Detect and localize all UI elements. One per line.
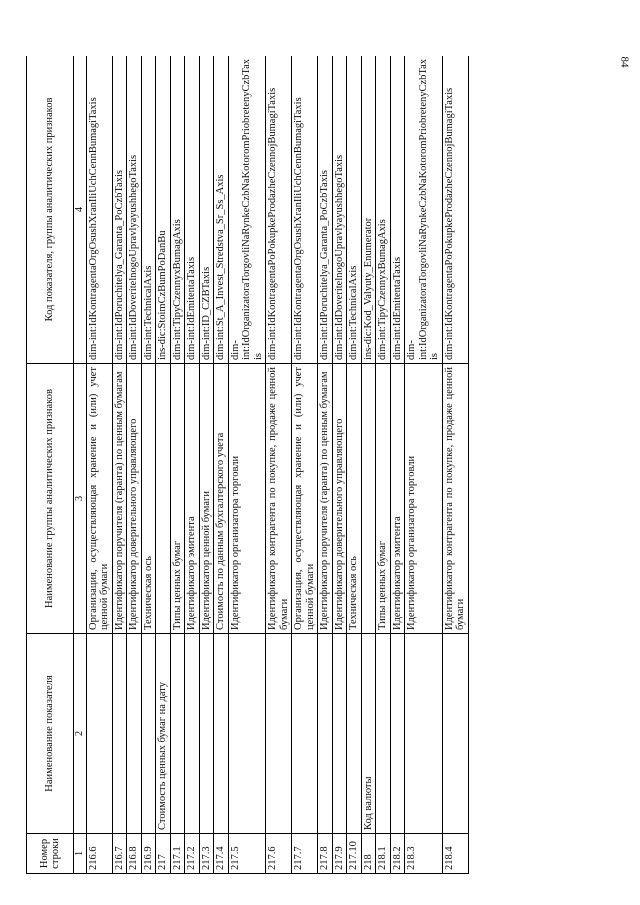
- indicator-name-cell: [390, 634, 405, 834]
- indicator-code-cell: ins-dic:Kod_Valyuty_Enumerator: [361, 56, 376, 364]
- indicator-code-cell: dim-int:IdEmitentaTaxis: [185, 56, 200, 364]
- row-number-cell: 217.4: [214, 834, 229, 874]
- indicator-name-cell: [405, 634, 443, 834]
- group-name-cell: Идентификатор поручителя (гаранта) по ценным бумагам: [318, 364, 333, 634]
- row-number-cell: 218.3: [405, 834, 443, 874]
- indicator-name-cell: [442, 634, 468, 834]
- group-name-cell: Стоимость по данным бухгалтерского учета: [214, 364, 229, 634]
- indicator-code-cell: dim-int:IdOrganizatoraTorgovliNaRynkeCzbNaKotoromPriobretenyCzbTaxis: [228, 56, 266, 364]
- row-number-cell: 217.9: [332, 834, 347, 874]
- indicator-code-cell: dim-int:IdEmitentaTaxis: [390, 56, 405, 364]
- table-row: [214, 56, 229, 874]
- group-name-cell: Идентификатор доверительного управляющего: [127, 364, 142, 634]
- group-name-cell: Идентификатор организатора торговли: [228, 364, 266, 634]
- indicator-name-cell: [141, 634, 156, 834]
- row-number-cell: 218.2: [390, 834, 405, 874]
- table-row: [442, 56, 468, 874]
- indicator-code-cell: dim-int:IdPoruchitelya_Garanta_PoCzbTaxis: [318, 56, 333, 364]
- group-name-cell: Идентификатор контрагента по покупке, продаже ценной бумаги: [266, 364, 292, 634]
- indicator-code-cell: dim-int:IdDoveritelnogoUpravlyayushhegoTaxis: [127, 56, 142, 364]
- table-row: [361, 56, 376, 874]
- header-indicator-code: Код показателя, группы аналитических признаков: [27, 56, 74, 364]
- table-header-row: [27, 56, 74, 874]
- group-name-cell: Идентификатор организатора торговли: [405, 364, 443, 634]
- indicator-code-cell: dim-int:IdKontragentaPoPokupkeProdazheCzennojBumagiTaxis: [266, 56, 292, 364]
- header-indicator-name: Наименование показателя: [27, 634, 74, 834]
- row-number-cell: 216.6: [86, 834, 112, 874]
- indicator-code-cell: dim-int:IdOrganizatoraTorgovliNaRynkeCzbNaKotoromPriobretenyCzbTaxis: [405, 56, 443, 364]
- table-row: [228, 56, 266, 874]
- indicator-name-cell: [332, 634, 347, 834]
- table-row: [86, 56, 112, 874]
- indicator-name-cell: [214, 634, 229, 834]
- indicator-name-cell: [185, 634, 200, 834]
- header-group-name: Наименование группы аналитических признаков: [27, 364, 74, 634]
- row-number-cell: 216.9: [141, 834, 156, 874]
- table-row: [292, 56, 318, 874]
- row-number-cell: 218.1: [376, 834, 391, 874]
- indicator-name-cell: [292, 634, 318, 834]
- indicator-code-cell: dim-int:St_A_Invest_Stredstva_Sr_Ss_Axis: [214, 56, 229, 364]
- group-name-cell: Организация, осуществляющая хранение и (или) учет ценной бумаги: [292, 364, 318, 634]
- table-row: [318, 56, 333, 874]
- table-row: [127, 56, 142, 874]
- row-number-cell: 218: [361, 834, 376, 874]
- indicator-code-cell: dim-int:IdKontragentaOrgOsushXranIliUchCennBumagiTaxis: [292, 56, 318, 364]
- row-number-cell: 217.6: [266, 834, 292, 874]
- page-number: 84: [618, 56, 631, 68]
- row-number-cell: 217.2: [185, 834, 200, 874]
- table-row: [141, 56, 156, 874]
- column-number: 3: [74, 364, 87, 634]
- indicator-code-cell: dim-int:ID_CZBTaxis: [199, 56, 214, 364]
- indicator-name-cell: [86, 634, 112, 834]
- row-number-cell: 217.5: [228, 834, 266, 874]
- group-name-cell: [361, 364, 376, 634]
- indicator-name-cell: [170, 634, 185, 834]
- group-name-cell: Техническая ось: [347, 364, 362, 634]
- row-number-cell: 217: [156, 834, 171, 874]
- table-row: [405, 56, 443, 874]
- group-name-cell: Техническая ось: [141, 364, 156, 634]
- row-number-cell: 216.7: [112, 834, 127, 874]
- indicator-code-cell: dim-int:IdKontragentaPoPokupkeProdazheCzennojBumagiTaxis: [442, 56, 468, 364]
- group-name-cell: Типы ценных бумаг: [376, 364, 391, 634]
- table-row: [199, 56, 214, 874]
- table-row: [347, 56, 362, 874]
- row-number-cell: 218.4: [442, 834, 468, 874]
- column-number: 1: [74, 834, 87, 874]
- header-row-number: Номер строки: [27, 834, 74, 874]
- indicator-name-cell: [199, 634, 214, 834]
- group-name-cell: Идентификатор эмитента: [185, 364, 200, 634]
- row-number-cell: 217.3: [199, 834, 214, 874]
- group-name-cell: Идентификатор ценной бумаги: [199, 364, 214, 634]
- group-name-cell: Организация, осуществляющая хранение и (или) учет ценной бумаги: [86, 364, 112, 634]
- indicator-name-cell: [347, 634, 362, 834]
- column-number: 2: [74, 634, 87, 834]
- indicator-name-cell: [112, 634, 127, 834]
- group-name-cell: Идентификатор доверительного управляющего: [332, 364, 347, 634]
- group-name-cell: Идентификатор эмитента: [390, 364, 405, 634]
- table-row: [112, 56, 127, 874]
- row-number-cell: 217.1: [170, 834, 185, 874]
- indicator-name-cell: [228, 634, 266, 834]
- indicator-code-cell: dim-int:IdPoruchitelya_Garanta_PoCzbTaxis: [112, 56, 127, 364]
- indicator-code-cell: dim-int:IdDoveritelnogoUpravlyayushhegoTaxis: [332, 56, 347, 364]
- indicator-name-cell: Стоимость ценных бумаг на дату: [156, 634, 171, 834]
- indicator-code-cell: dim-int:TechnicalAxis: [141, 56, 156, 364]
- table-row: [170, 56, 185, 874]
- row-number-cell: 216.8: [127, 834, 142, 874]
- table-row: [266, 56, 292, 874]
- table-row: [156, 56, 171, 874]
- indicator-code-cell: dim-int:TipyCzennyxBumagAxis: [170, 56, 185, 364]
- indicator-table: [26, 56, 469, 874]
- table-row: [185, 56, 200, 874]
- indicator-code-cell: ins-dic:StoimCzBumPoDanBu: [156, 56, 171, 364]
- indicator-name-cell: [266, 634, 292, 834]
- group-name-cell: [156, 364, 171, 634]
- group-name-cell: Идентификатор контрагента по покупке, продаже ценной бумаги: [442, 364, 468, 634]
- row-number-cell: 217.7: [292, 834, 318, 874]
- indicator-code-cell: dim-int:IdKontragentaOrgOsushXranIliUchCennBumagiTaxis: [86, 56, 112, 364]
- indicator-name-cell: [127, 634, 142, 834]
- row-number-cell: 217.8: [318, 834, 333, 874]
- table-row: [332, 56, 347, 874]
- row-number-cell: 217.10: [347, 834, 362, 874]
- indicator-name-cell: [376, 634, 391, 834]
- page: [26, 56, 606, 874]
- table-row: [376, 56, 391, 874]
- table-row: [390, 56, 405, 874]
- indicator-name-cell: Код валюты: [361, 634, 376, 834]
- group-name-cell: Идентификатор поручителя (гаранта) по ценным бумагам: [112, 364, 127, 634]
- column-number: 4: [74, 56, 87, 364]
- group-name-cell: Типы ценных бумаг: [170, 364, 185, 634]
- indicator-code-cell: dim-int:TechnicalAxis: [347, 56, 362, 364]
- rotated-table-wrapper: [26, 56, 606, 874]
- indicator-name-cell: [318, 634, 333, 834]
- indicator-code-cell: dim-int:TipyCzennyxBumagAxis: [376, 56, 391, 364]
- column-number-row: [74, 56, 87, 874]
